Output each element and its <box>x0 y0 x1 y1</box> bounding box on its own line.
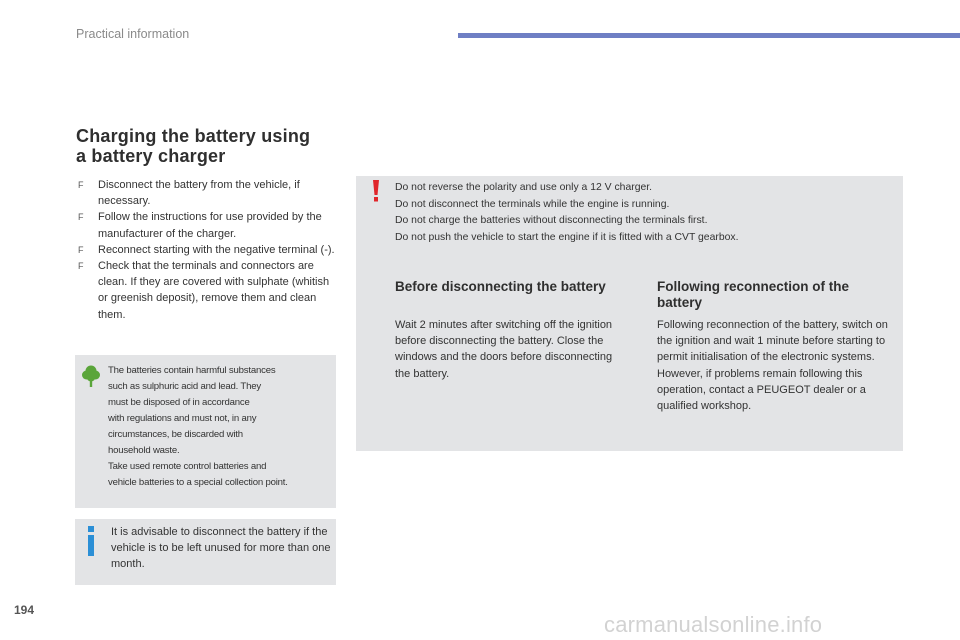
header-accent-bar <box>458 33 960 38</box>
step-text: Follow the instructions for use provided by the manufacturer of the charger. <box>98 211 322 240</box>
step-bullet: F <box>78 212 84 223</box>
following-reconnection-text: Following reconnection of the battery, switch on the ignition and wait 1 minute before starting to permit initialisation of the electronic systems. However, if problems remain following this operation, contact a PEUGEOT dealer or a qualified workshop. <box>657 319 888 413</box>
warning-line: Do not disconnect the terminals while the engine is running. <box>395 198 670 210</box>
step-item <box>78 258 336 323</box>
page-heading-line-2: a battery charger <box>76 146 226 166</box>
watermark: carmanualsonline.info <box>604 612 823 637</box>
step-bullet: F <box>78 180 84 190</box>
recycling-note-line: vehicle batteries to a special collection point. <box>108 477 288 488</box>
info-icon <box>86 526 96 556</box>
warning-line: Do not reverse the polarity and use only a 12 V charger. <box>395 182 653 193</box>
page-heading-line-1: Charging the battery using <box>76 126 311 146</box>
step-bullet: F <box>78 261 84 272</box>
step-item <box>78 209 336 241</box>
exclamation-icon <box>372 180 380 202</box>
section-title: Practical information <box>76 27 190 41</box>
recycling-note-line: Take used remote control batteries and <box>108 461 267 472</box>
step-text: Reconnect starting with the negative terminal (-). <box>98 243 335 256</box>
following-reconnection-heading: Following reconnection of the battery <box>657 279 849 310</box>
recycling-note-line: circumstances, be discarded with <box>108 429 243 440</box>
warning-line: Do not charge the batteries without disconnecting the terminals first. <box>395 215 708 227</box>
info-note-text: It is advisable to disconnect the battery if the vehicle is to be left unused for more than one month. <box>111 526 331 570</box>
step-text: Disconnect the battery from the vehicle, if necessary. <box>98 179 300 208</box>
recycling-note-line: must be disposed of in accordance <box>108 397 250 408</box>
info-note-box <box>75 519 336 585</box>
recycling-note-line: such as sulphuric acid and lead. They <box>108 381 261 392</box>
warning-line: Do not push the vehicle to start the engine if it is fitted with a CVT gearbox. <box>395 231 739 243</box>
recycling-note-text <box>108 363 332 491</box>
recycling-note-line: with regulations and must not, in any <box>108 413 257 424</box>
warning-box <box>356 176 903 451</box>
step-text: Check that the terminals and connectors are clean. If they are covered with sulphate (whitish or greenish deposit), remove them and clean them. <box>98 260 330 321</box>
step-bullet: F <box>78 244 84 255</box>
recycling-note-line: household waste. <box>108 445 180 456</box>
before-disconnecting-text: Wait 2 minutes after switching off the ignition before disconnecting the battery. Close the windows and the doors before disconnecting the battery. <box>395 319 613 380</box>
step-item <box>78 177 336 209</box>
page-heading <box>76 126 346 166</box>
warning-lines <box>395 180 895 246</box>
page-number: 194 <box>14 603 35 617</box>
before-disconnecting-heading: Before disconnecting the battery <box>395 279 606 294</box>
leaf-icon <box>81 364 101 388</box>
recycling-note-box <box>75 355 336 508</box>
instruction-steps <box>78 177 336 323</box>
recycling-note-line: The batteries contain harmful substances <box>108 365 276 376</box>
step-item <box>78 242 336 258</box>
